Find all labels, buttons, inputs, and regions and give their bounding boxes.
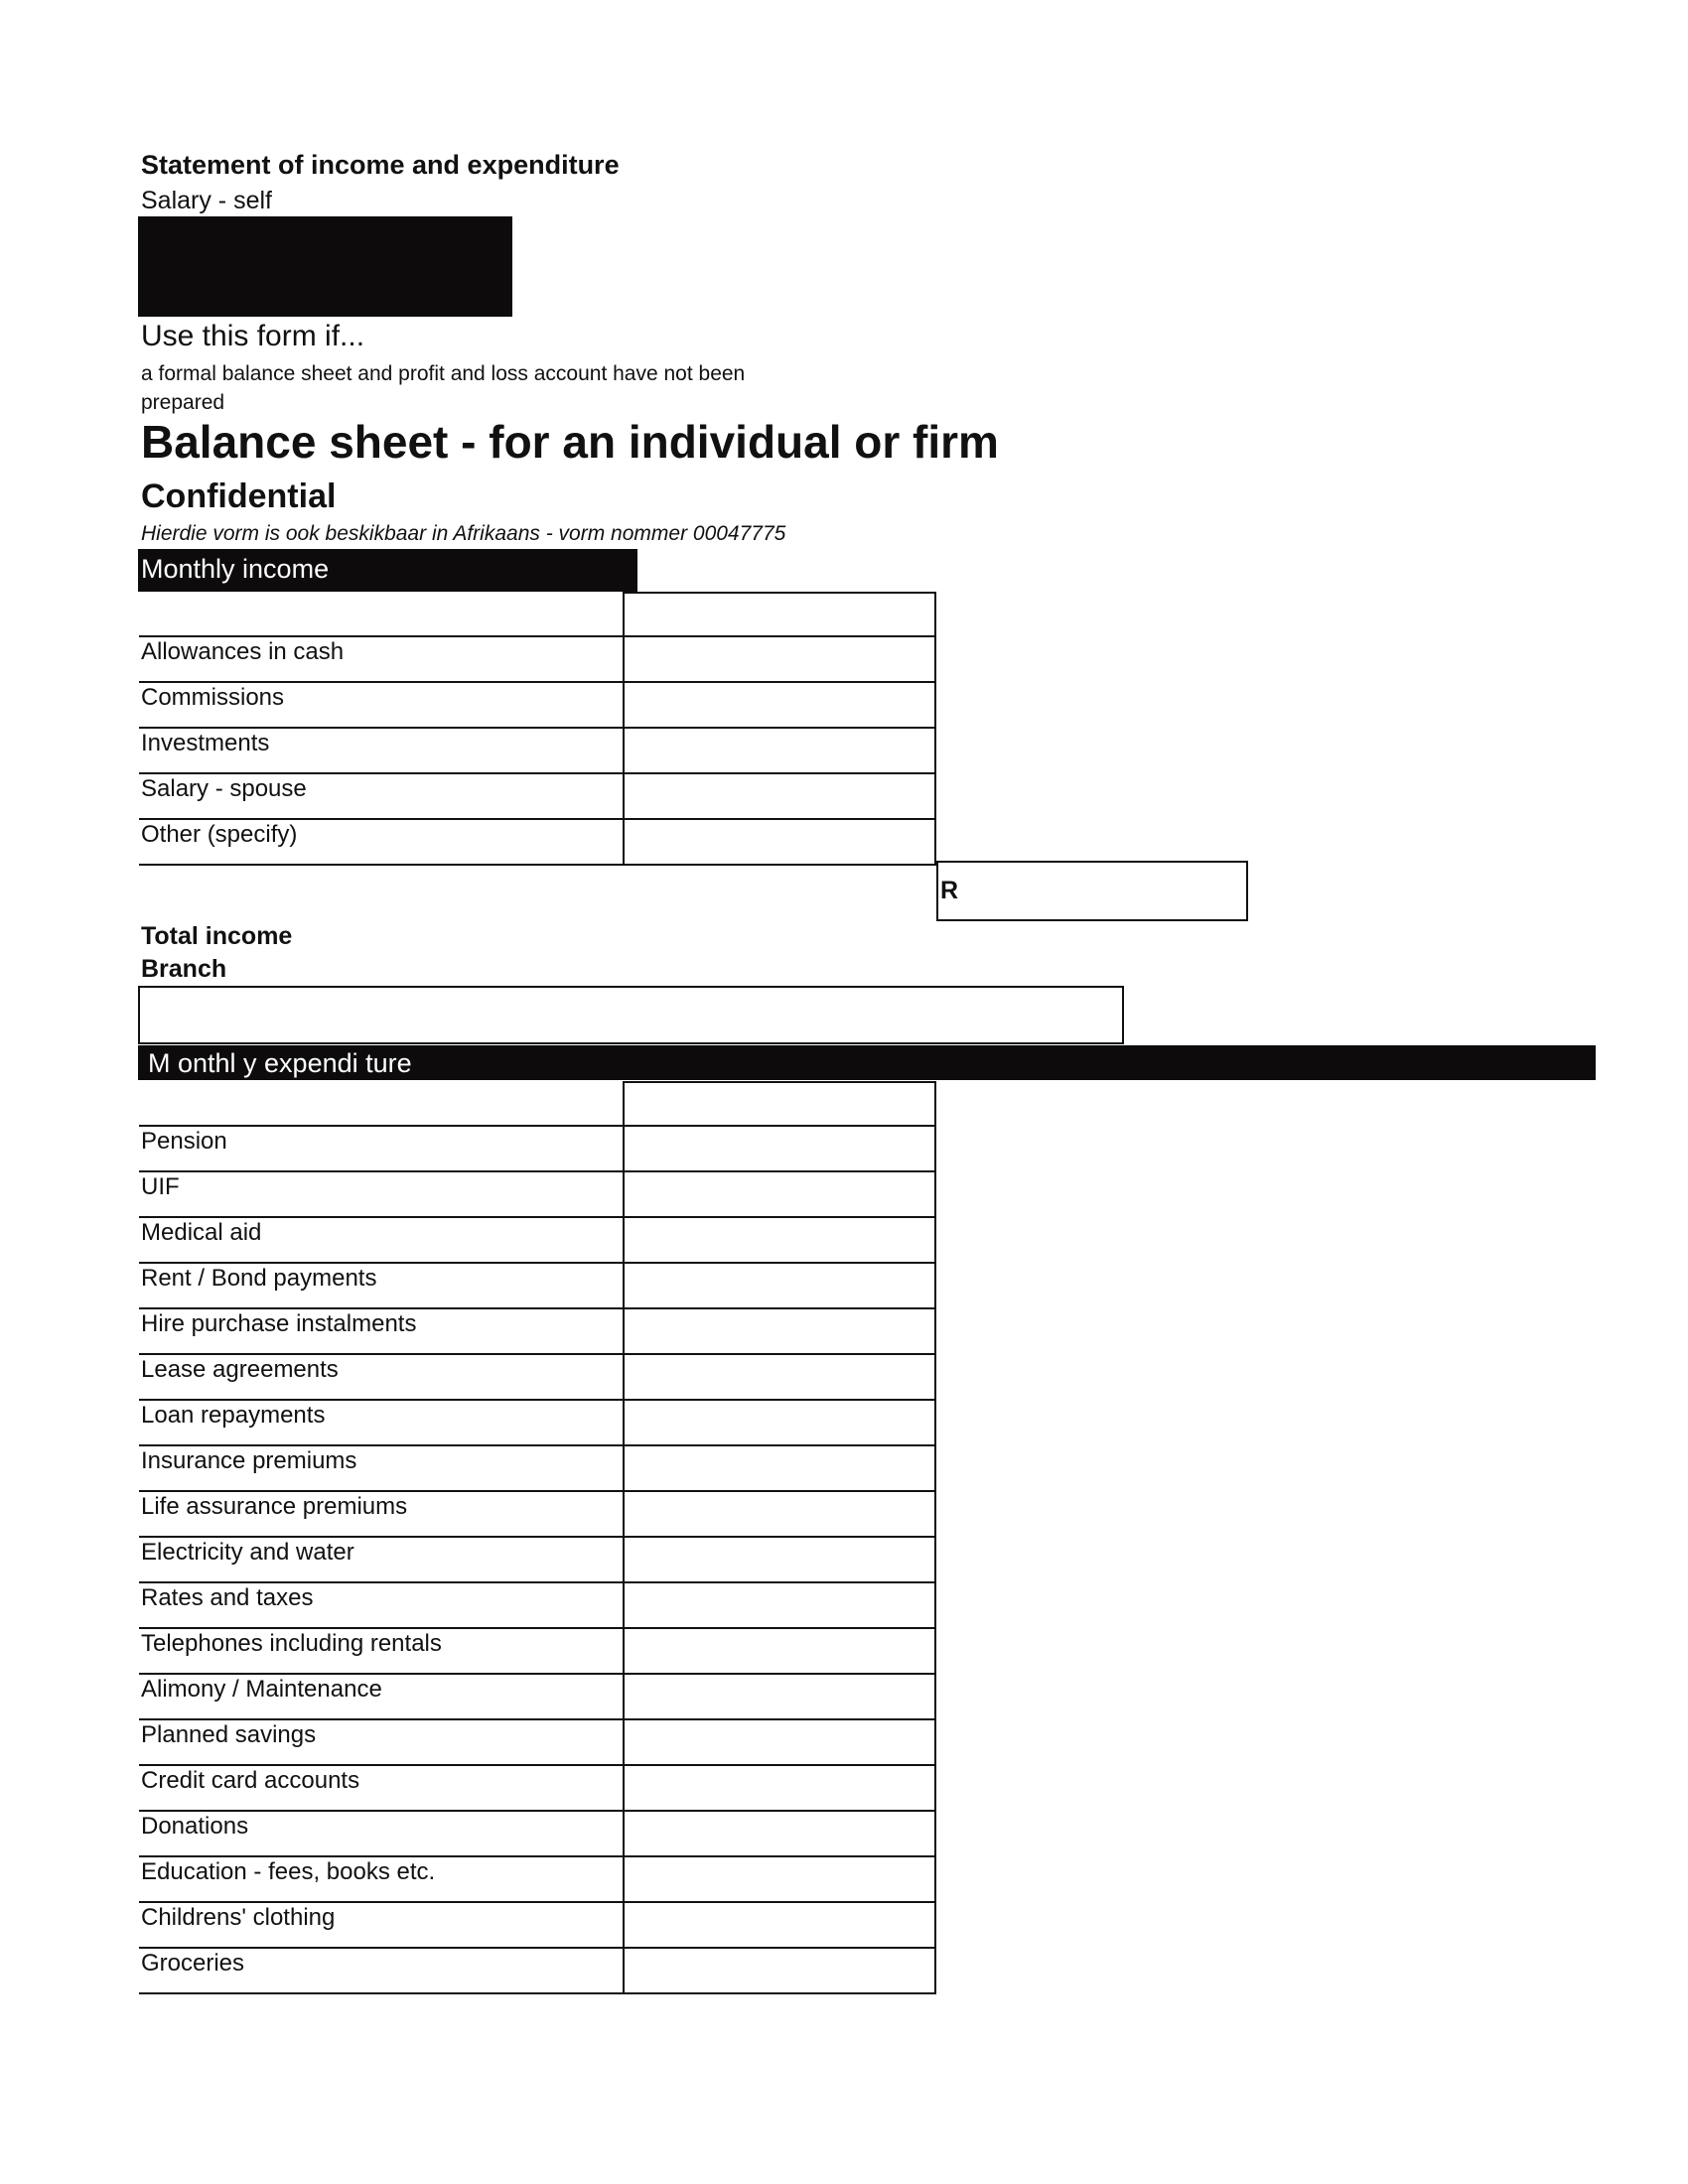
income-value-field[interactable]: [623, 774, 936, 818]
expenditure-row: [139, 1127, 936, 1172]
confidential-label: Confidential: [141, 478, 337, 515]
expenditure-value-field[interactable]: [623, 1766, 936, 1810]
use-form-description: [141, 359, 836, 417]
expenditure-value-field[interactable]: [623, 1720, 936, 1764]
expenditure-value-field[interactable]: [623, 1538, 936, 1581]
expenditure-row: [139, 1172, 936, 1218]
expenditure-row-label: Groceries: [141, 1950, 245, 1977]
expenditure-row-label: Rates and taxes: [141, 1584, 314, 1611]
income-row: [139, 729, 936, 774]
expenditure-value-field[interactable]: [623, 1172, 936, 1216]
expenditure-row: [139, 1903, 936, 1949]
expenditure-row-label: Insurance premiums: [141, 1447, 357, 1474]
expenditure-value-field[interactable]: [623, 1081, 936, 1125]
expenditure-row: [139, 1081, 936, 1127]
expenditure-row: [139, 1401, 936, 1446]
salary-self-label: Salary - self: [141, 187, 272, 214]
income-row-label: Investments: [141, 730, 270, 756]
expenditure-value-field[interactable]: [623, 1857, 936, 1901]
income-value-field[interactable]: [623, 592, 936, 635]
expenditure-row-label: Pension: [141, 1128, 227, 1155]
expenditure-value-field[interactable]: [623, 1355, 936, 1399]
income-row: [139, 820, 936, 866]
expenditure-row: [139, 1309, 936, 1355]
expenditure-row: [139, 1583, 936, 1629]
use-form-desc-line-2: prepared: [141, 391, 225, 414]
expenditure-value-field[interactable]: [623, 1218, 936, 1262]
expenditure-row-label: Loan repayments: [141, 1402, 326, 1429]
expenditure-row-label: UIF: [141, 1173, 180, 1200]
expenditure-row: [139, 1949, 936, 1994]
income-row-label: Salary - spouse: [141, 775, 307, 802]
expenditure-row: [139, 1264, 936, 1309]
page-title: Balance sheet - for an individual or firm: [141, 416, 999, 468]
expenditure-row: [139, 1720, 936, 1766]
statement-title: Statement of income and expenditure: [141, 150, 620, 180]
expenditure-value-field[interactable]: [623, 1309, 936, 1353]
expenditure-table: [139, 1081, 936, 1994]
expenditure-value-field[interactable]: [623, 1903, 936, 1947]
income-row-label: Allowances in cash: [141, 638, 345, 665]
expenditure-row-label: Medical aid: [141, 1219, 262, 1246]
expenditure-value-field[interactable]: [623, 1446, 936, 1490]
expenditure-row-label: Alimony / Maintenance: [141, 1676, 382, 1703]
income-row-label: Other (specify): [141, 821, 298, 848]
expenditure-row-label: Donations: [141, 1813, 249, 1840]
use-form-desc-line-1: a formal balance sheet and profit and loss account have not been: [141, 362, 746, 385]
expenditure-value-field[interactable]: [623, 1675, 936, 1718]
expenditure-row-label: Education - fees, books etc.: [141, 1858, 436, 1885]
expenditure-row: [139, 1812, 936, 1857]
expenditure-value-field[interactable]: [623, 1812, 936, 1855]
expenditure-row-label: Life assurance premiums: [141, 1493, 408, 1520]
monthly-income-header: Monthly income: [138, 549, 637, 592]
expenditure-value-field[interactable]: [623, 1629, 936, 1673]
expenditure-value-field[interactable]: [623, 1583, 936, 1627]
expenditure-row-label: Lease agreements: [141, 1356, 339, 1383]
expenditure-row: [139, 1538, 936, 1583]
expenditure-row-label: Credit card accounts: [141, 1767, 360, 1794]
expenditure-value-field[interactable]: [623, 1492, 936, 1536]
expenditure-row: [139, 1675, 936, 1720]
expenditure-row-label: Hire purchase instalments: [141, 1310, 417, 1337]
expenditure-row: [139, 1446, 936, 1492]
expenditure-row: [139, 1766, 936, 1812]
expenditure-row-label: Planned savings: [141, 1721, 317, 1748]
branch-label: Branch: [141, 955, 227, 983]
use-form-heading: Use this form if...: [141, 320, 365, 352]
income-value-field[interactable]: [623, 637, 936, 681]
income-table: [139, 592, 936, 866]
income-row-label: Commissions: [141, 684, 285, 711]
income-value-field[interactable]: [623, 729, 936, 772]
redacted-block: [138, 216, 512, 317]
expenditure-row: [139, 1355, 936, 1401]
expenditure-row-label: Childrens' clothing: [141, 1904, 336, 1931]
expenditure-row-label: Rent / Bond payments: [141, 1265, 377, 1292]
total-income-label: Total income: [141, 922, 293, 950]
expenditure-value-field[interactable]: [623, 1264, 936, 1307]
expenditure-row: [139, 1218, 936, 1264]
expenditure-row-label: Telephones including rentals: [141, 1630, 442, 1657]
expenditure-row: [139, 1629, 936, 1675]
currency-symbol: R: [940, 877, 959, 904]
monthly-expenditure-header: M onthl y expendi ture: [138, 1045, 1596, 1080]
afrikaans-note: Hierdie vorm is ook beskikbaar in Afrikaans - vorm nommer 00047775: [141, 522, 786, 545]
income-value-field[interactable]: [623, 683, 936, 727]
income-row: [139, 774, 936, 820]
expenditure-row: [139, 1492, 936, 1538]
income-row: [139, 683, 936, 729]
income-value-field[interactable]: [623, 820, 936, 864]
expenditure-value-field[interactable]: [623, 1401, 936, 1444]
expenditure-row-label: Electricity and water: [141, 1539, 354, 1566]
total-income-field[interactable]: [936, 861, 1248, 921]
expenditure-row: [139, 1857, 936, 1903]
expenditure-value-field[interactable]: [623, 1127, 936, 1170]
branch-field[interactable]: [138, 986, 1124, 1044]
income-row: [139, 592, 936, 637]
expenditure-value-field[interactable]: [623, 1949, 936, 1992]
income-row: [139, 637, 936, 683]
